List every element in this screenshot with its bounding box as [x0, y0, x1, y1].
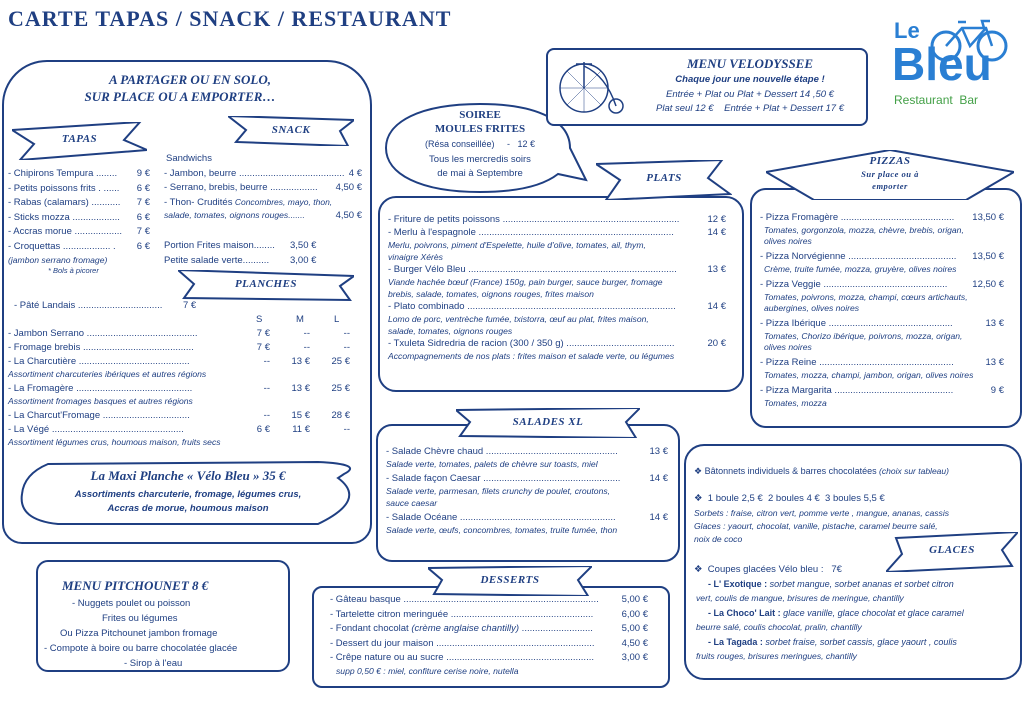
plat-item-desc: Lomo de porc, ventrèche fumée, txistorra, œuf au plat, frites maison,: [388, 314, 649, 324]
penny-farthing-icon: [556, 56, 626, 116]
pizza-item-price: 12,50 €: [972, 279, 1004, 290]
planche-size-l: --: [343, 424, 350, 435]
pitchounet-line: Frites ou légumes: [102, 613, 178, 624]
coupe-choco: [708, 608, 964, 619]
planche-size-s: 7 €: [256, 328, 270, 339]
snack-salade-price: 3,00 €: [290, 255, 317, 266]
coupe-tagada-name: - La Tagada :: [708, 637, 763, 647]
logo-tagline: Restaurant Bar: [894, 93, 979, 107]
planche-size-s: --: [263, 356, 270, 367]
dessert-item-label: - Crêpe nature ou au sucre ........................................................: [330, 652, 594, 663]
snack-item: [164, 168, 345, 179]
planche-item-desc: Assortiment fromages basques et autres régions: [8, 396, 193, 406]
desserts-title: DESSERTS: [480, 574, 540, 586]
page-title: CARTE TAPAS / SNACK / RESTAURANT: [8, 6, 452, 31]
plat-item-price: 12 €: [707, 214, 726, 225]
planche-size-m: 13 €: [291, 356, 310, 367]
coupe-exotique: [708, 579, 954, 590]
planche-item-desc: Assortiment légumes crus, houmous maison, fruits secs: [8, 437, 221, 447]
planche-size-m: --: [303, 328, 310, 339]
tapas-item: - Chipirons Tempura ........: [8, 168, 118, 179]
tapas-item-price: 6 €: [136, 240, 150, 252]
pizza-item-desc: Crème, truite fumée, mozza, gruyère, olives noires: [764, 264, 957, 274]
snack-item-price: 4 €: [348, 168, 362, 179]
snack-item: [164, 182, 318, 193]
moules-line-2: MOULES FRITES: [434, 123, 526, 135]
planche-size-l: 25 €: [331, 383, 350, 394]
salade-item: - Salade Océane ...........................................................: [386, 512, 616, 523]
salade-item: - Salade Chèvre chaud ..................................................: [386, 446, 618, 457]
intro-line-1: A PARTAGER OU EN SOLO,: [109, 72, 271, 87]
tapas-item-price: 6 €: [136, 182, 150, 194]
coupe-tagada-desc-2: fruits rouges, brisures meringues, chantilly: [696, 651, 857, 661]
salade-item-price: 14 €: [649, 473, 668, 484]
planches-banner: [178, 270, 354, 302]
salades-banner: [456, 408, 640, 438]
dessert-item-detail: (crème anglaise chantilly): [408, 623, 520, 634]
pizza-item-desc: Tomates, gorgonzola, mozza, chèvre, brebis, origan,: [764, 225, 964, 235]
plat-item-desc-2: brebis, salade, tomates, oignons rouges, frites maison: [388, 289, 594, 299]
coupe-tagada-desc: sorbet fraise, sorbet cassis, glace yaourt , coulis: [762, 637, 957, 647]
planche-size-m: 15 €: [291, 410, 310, 421]
tapas-note-2: * Bols à picorer: [48, 266, 99, 275]
pizzas-title: PIZZAS: [869, 155, 911, 167]
dessert-item-dots: ...........................: [519, 623, 593, 634]
snack-banner: [228, 116, 354, 146]
snack-frites: Portion Frites maison........: [164, 240, 275, 251]
moules-line-4: Tous les mercredis soirs: [429, 154, 531, 165]
pizza-item-desc: Tomates, Chorizo ibérique, poivrons, mozza, origan,: [764, 331, 963, 341]
planche-size-s: 7 €: [256, 342, 270, 353]
pizza-item-desc-2: aubergines, olives noires: [764, 303, 860, 313]
tapas-title: TAPAS: [61, 133, 98, 145]
plat-item-desc: Accompagnements de nos plats : frites maison et salade verte, ou légumes: [388, 351, 675, 361]
dessert-item-price: 3,00 €: [621, 652, 648, 663]
glaces-batonnets-note: (choix sur tableau): [876, 466, 949, 476]
planche-item-desc: Assortiment charcuteries ibériques et autres régions: [8, 369, 207, 379]
salade-item-desc: Salade verte, tomates, palets de chèvre sur toasts, miel: [386, 459, 598, 469]
velodyssee-line-1: Chaque jour une nouvelle étape !: [675, 74, 825, 85]
pizza-item-price: 13 €: [985, 357, 1004, 368]
coupe-exotique-desc-2: vert, coulis de mangue, brisures de meringue, chantilly: [696, 593, 904, 603]
pizza-item: - Pizza Ibérique ...............................................: [760, 318, 953, 329]
planche-size-l: --: [343, 342, 350, 353]
glaces-coupes: ❖ Coupes glacées Vélo bleu : 7€: [694, 564, 842, 575]
salade-item: - Salade façon Caesar ....................................................: [386, 473, 621, 484]
planche-item: - Fromage brebis ..........................................: [8, 342, 194, 353]
planche-item: - La Charcut'Fromage .................................: [8, 410, 190, 421]
plat-item-desc-2: salade, tomates, oignons rouges: [388, 326, 513, 336]
pizza-item-price: 9 €: [990, 385, 1004, 396]
planche-size-m: --: [303, 342, 310, 353]
plat-item-desc-2: vinaigre Xérès: [388, 252, 443, 262]
dessert-item-label: - Fondant chocolat: [330, 623, 409, 634]
planches-size-header: M: [296, 314, 304, 325]
dessert-item-price: 4,50 €: [621, 637, 648, 649]
coupe-choco-desc-2: beurre salé, coulis chocolat, pralin, chantilly: [696, 622, 862, 632]
snack-heading: Sandwichs: [166, 153, 212, 164]
snack-frites-price: 3,50 €: [290, 240, 317, 251]
snack-title: SNACK: [271, 124, 311, 136]
pizza-item: - Pizza Veggie ...............................................: [760, 279, 948, 290]
dessert-item-label: - Gâteau basque ..........................................................................: [330, 594, 599, 605]
plat-item-price: 14 €: [707, 301, 726, 312]
planche-item: - Jambon Serrano ..........................................: [8, 328, 198, 339]
planche-item: - La Fromagère ............................................: [8, 383, 193, 394]
glaces-title: GLACES: [929, 544, 975, 556]
coupe-exotique-name: - L' Exotique :: [708, 579, 768, 589]
snack-salade: Petite salade verte..........: [164, 255, 270, 266]
planche-size-m: 13 €: [291, 383, 310, 394]
dessert-item-price: 5,00 €: [621, 623, 648, 634]
snack-item: [164, 197, 332, 208]
planche-size-l: --: [343, 328, 350, 339]
plat-item: - Friture de petits poissons ...................................................................: [388, 214, 680, 225]
plat-item-desc: Merlu, poivrons, piment d'Espelette, huile d'olive, tomates, ail, thym,: [388, 240, 646, 250]
moules-line-1: SOIREE: [459, 109, 501, 121]
moules-line-3: (Résa conseillée) - 12 €: [424, 139, 536, 149]
dessert-item: [330, 652, 610, 663]
salade-item-price: 14 €: [649, 512, 668, 523]
plat-item-price: 13 €: [707, 264, 726, 275]
velodyssee-title: MENU VELODYSSEE: [686, 56, 814, 71]
snack-item-detail-2: salade, tomates, oignons rouges.......: [164, 210, 305, 220]
maxi-line-2: Accras de morue, houmous maison: [107, 503, 269, 514]
planche-size-s: 6 €: [256, 424, 270, 435]
pitchounet-line: - Nuggets poulet ou poisson: [72, 598, 191, 609]
pizza-item-desc: Tomates, mozza: [764, 398, 827, 408]
pitchounet-title: MENU PITCHOUNET 8 €: [62, 578, 209, 593]
salades-title: SALADES XL: [512, 416, 584, 428]
pizzas-subtitle-1: Sur place ou à: [861, 169, 919, 179]
coupe-choco-name: - La Choco' Lait :: [708, 608, 781, 618]
dessert-item-label: - Tartelette citron meringuée ......................................................: [330, 608, 594, 620]
plat-item: - Burger Vélo Bleu ...............................................................................: [388, 264, 677, 275]
logo: [890, 18, 1015, 110]
tapas-item-price: 6 €: [136, 211, 150, 223]
desserts-banner: [428, 566, 592, 596]
planche-item: - La Charcutière ..........................................: [8, 356, 190, 367]
dessert-item-label: - Dessert du jour maison ............................................................: [330, 637, 595, 649]
tapas-item-price: 7 €: [136, 226, 150, 237]
dessert-item-price: 6,00 €: [621, 608, 648, 620]
moules-line-5: de mai à Septembre: [437, 168, 523, 179]
pizza-item: - Pizza Margarita .............................................: [760, 385, 954, 396]
glaces-banner: [886, 532, 1018, 572]
tapas-item-price: 9 €: [136, 168, 150, 179]
planche-size-l: 28 €: [331, 410, 350, 421]
salade-item-price: 13 €: [649, 446, 668, 457]
plat-item-desc: Viande hachée bœuf (France) 150g, pain burger, sauce burger, fromage: [388, 277, 663, 287]
plat-item: - Txuleta Sidredria de racion (300 / 350 g) .........................................: [388, 338, 675, 349]
pizza-item-desc-2: olives noires: [764, 236, 812, 246]
pitchounet-line: - Compote à boire ou barre chocolatée glacée: [44, 643, 238, 654]
pitchounet-line: Ou Pizza Pitchounet jambon fromage: [60, 628, 218, 639]
plats-title: PLATS: [646, 172, 682, 184]
tapas-item: - Rabas (calamars) ...........: [8, 197, 121, 208]
dessert-item: [330, 609, 610, 620]
maxi-title: La Maxi Planche « Vélo Bleu » 35 €: [90, 468, 286, 483]
glaces-boules: ❖ 1 boule 2,5 € 2 boules 4 € 3 boules 5,5 €: [694, 493, 885, 504]
planche-size-l: 25 €: [331, 356, 350, 367]
snack-item-label: - Serrano, brebis, beurre ..................: [164, 182, 318, 193]
intro-line-2: SUR PLACE OU A EMPORTER…: [84, 89, 276, 104]
planche-size-s: --: [263, 383, 270, 394]
snack-item-price: 4,50 €: [335, 210, 362, 221]
planche-size-m: 11 €: [292, 424, 310, 435]
glaces-sorbets: Sorbets : fraise, citron vert, pomme verte , mangue, ananas, cassis: [694, 508, 950, 518]
dessert-item: [330, 623, 610, 634]
plat-item: - Plato combinado ...............................................................................: [388, 301, 676, 312]
maxi-planche: [18, 460, 358, 528]
pizza-item-desc: Tomates, poivrons, mozza, champi, cœurs artichauts,: [764, 292, 968, 302]
salade-item-desc: Salade verte, œufs, concombres, tomates, truite fumée, thon: [386, 525, 618, 535]
snack-item-label: - Jambon, beurre ........................................: [164, 168, 345, 179]
planches-size-header: L: [334, 314, 340, 325]
plats-banner: [596, 160, 732, 200]
coupe-exotique-desc: sorbet mangue, sorbet ananas et sorbet citron: [767, 579, 954, 589]
pizza-item-price: 13,50 €: [972, 212, 1004, 223]
tapas-item: - Sticks mozza ..................: [8, 211, 120, 223]
plat-item-price: 14 €: [707, 227, 726, 238]
pizza-item-price: 13 €: [985, 318, 1004, 329]
pizzas-banner: [766, 150, 1014, 200]
desserts-supp: supp 0,50 € : miel, confiture cerise noire, nutella: [336, 666, 519, 676]
salade-item-desc-2: sauce caesar: [386, 498, 438, 508]
tapas-item: - Petits poissons frits . ......: [8, 182, 120, 194]
pizza-item-desc: Tomates, mozza, champi, jambon, origan, olives noires: [764, 370, 974, 380]
dessert-item-price: 5,00 €: [621, 594, 648, 605]
salade-item-desc: Salade verte, parmesan, filets crunchy de poulet, croutons,: [386, 486, 611, 496]
planches-size-header: S: [256, 314, 263, 325]
glaces-list-2: noix de coco: [694, 534, 743, 544]
glaces-batonnets: [694, 466, 949, 477]
logo-word-le: Le: [894, 18, 920, 43]
tapas-note: (jambon serrano fromage): [8, 255, 108, 265]
tapas-item-price: 7 €: [136, 197, 150, 208]
pizzas-subtitle-2: emporter: [872, 181, 908, 191]
dessert-item: [330, 638, 610, 649]
planches-title: PLANCHES: [234, 278, 298, 290]
snack-item-detail: Concombres, mayo, thon,: [232, 197, 333, 207]
snack-item-price: 4,50 €: [335, 182, 362, 193]
tapas-item: - Accras morue ..................: [8, 226, 123, 237]
pizza-item-desc-2: olives noires: [764, 342, 812, 352]
glaces-batonnets-label: ❖ Bâtonnets individuels & barres chocolatées: [694, 466, 877, 476]
snack-item-label: - Thon- Crudités: [164, 197, 233, 208]
dessert-item: [330, 594, 610, 605]
logo-word-bleu: Bleu: [892, 38, 992, 90]
pizza-item: - Pizza Fromagère ...........................................: [760, 212, 955, 223]
pate-landais: - Pâté Landais ................................: [14, 300, 163, 311]
plat-item-price: 20 €: [707, 338, 726, 349]
coupe-tagada: [708, 637, 957, 648]
velodyssee-line-3: Plat seul 12 € Entrée + Plat + Dessert 17 €: [656, 103, 844, 114]
planche-item: - La Végé ..................................................: [8, 424, 184, 435]
tapas-item: - Croquettas .................. .: [8, 240, 116, 252]
velodyssee-line-2: Entrée + Plat ou Plat + Dessert 14 ,50 €: [666, 89, 834, 100]
coupe-choco-desc: glace vanille, glace chocolat et glace caramel: [780, 608, 964, 618]
pizza-item: - Pizza Reine ...................................................: [760, 357, 954, 368]
pizza-item: - Pizza Norvégienne .........................................: [760, 251, 957, 262]
pate-landais-price: 7 €: [183, 300, 197, 311]
plat-item: - Merlu à l'espagnole ..........................................................................: [388, 227, 674, 238]
planche-size-s: --: [263, 410, 270, 421]
pitchounet-line: - Sirop à l'eau: [124, 658, 183, 669]
glaces-list: Glaces : yaourt, chocolat, vanille, pistache, caramel beurre salé,: [694, 521, 938, 531]
tapas-banner: [12, 122, 147, 160]
pizza-item-price: 13,50 €: [972, 251, 1004, 262]
maxi-line-1: Assortiments charcuterie, fromage, légumes crus,: [74, 489, 302, 500]
